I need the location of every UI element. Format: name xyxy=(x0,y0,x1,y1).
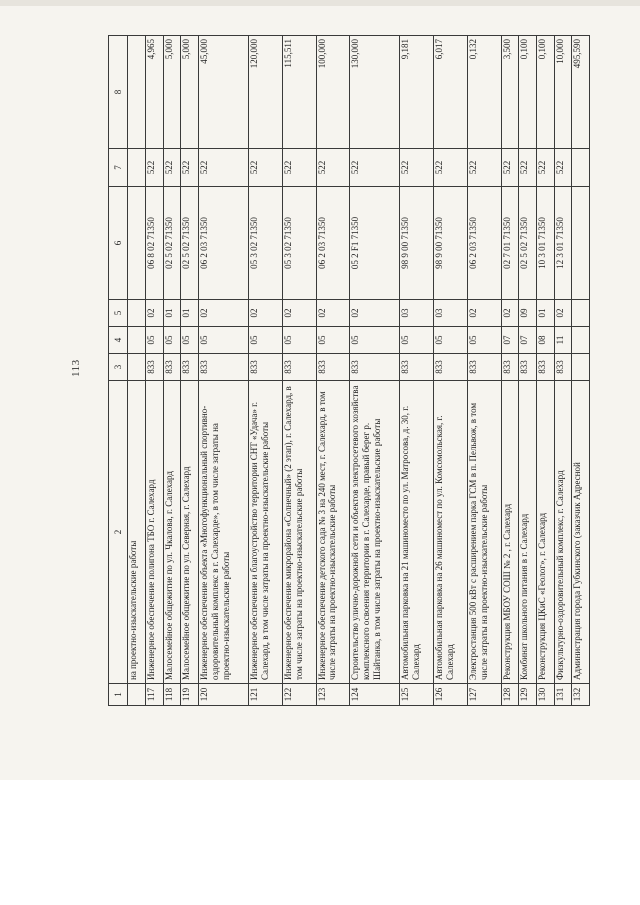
code-expense-type-cell xyxy=(128,149,146,187)
table-row xyxy=(282,36,316,706)
code-subsection-cell: 03 xyxy=(434,300,468,327)
code-subsection-cell: 01 xyxy=(536,300,554,327)
item-name-cell: Малосемейное общежитие по ул. Чкалова, г. Салехард xyxy=(163,381,181,684)
code-subsection-cell: 03 xyxy=(400,300,434,327)
code-grbs-cell: 833 xyxy=(146,354,164,381)
code-grbs-cell xyxy=(128,354,146,381)
code-target-item-cell xyxy=(572,187,590,300)
code-target-item-cell: 06 2 03 71350 xyxy=(467,187,501,300)
code-subsection-cell xyxy=(572,300,590,327)
code-expense-type-cell: 522 xyxy=(248,149,282,187)
table-row xyxy=(350,36,400,706)
item-name-cell: Администрация города Губкинского (заказчик Адресной xyxy=(572,381,590,684)
code-grbs-cell: 833 xyxy=(501,354,519,381)
row-number-cell: 130 xyxy=(536,684,554,706)
code-subsection-cell: 02 xyxy=(282,300,316,327)
header-row xyxy=(109,36,128,706)
table-row xyxy=(467,36,501,706)
code-grbs-cell: 833 xyxy=(434,354,468,381)
code-subsection-cell: 02 xyxy=(316,300,350,327)
item-name-cell: Инженерное обеспечение микрорайона «Солнечный» (2 этап), г. Салехард, в том числе затраты на проектно-изыскательские работы xyxy=(282,381,316,684)
code-section-cell: 05 xyxy=(400,327,434,354)
code-expense-type-cell: 522 xyxy=(163,149,181,187)
amount-cell: 4,965 xyxy=(146,36,164,149)
table-row xyxy=(501,36,519,706)
code-target-item-cell: 10 3 01 71350 xyxy=(536,187,554,300)
amount-cell: 130,000 xyxy=(350,36,400,149)
code-grbs-cell: 833 xyxy=(248,354,282,381)
code-grbs-cell: 833 xyxy=(199,354,249,381)
code-subsection-cell: 02 xyxy=(501,300,519,327)
code-target-item-cell: 02 5 02 71350 xyxy=(519,187,537,300)
scan-edge xyxy=(0,0,640,6)
row-number-cell xyxy=(128,684,146,706)
code-expense-type-cell: 522 xyxy=(350,149,400,187)
code-target-item-cell: 02 5 02 71350 xyxy=(163,187,181,300)
code-expense-type-cell: 522 xyxy=(536,149,554,187)
code-target-item-cell: 06 2 03 71350 xyxy=(199,187,249,300)
code-target-item-cell: 06 8 02 71350 xyxy=(146,187,164,300)
item-name-cell: Инженерное обеспечение детского сада № 3 на 240 мест, г. Салехард, в том числе затраты на проектно-изыскательские работы xyxy=(316,381,350,684)
code-grbs-cell: 833 xyxy=(519,354,537,381)
code-grbs-cell: 833 xyxy=(282,354,316,381)
row-number-cell: 127 xyxy=(467,684,501,706)
row-number-cell: 131 xyxy=(554,684,572,706)
code-target-item-cell: 02 7 01 71350 xyxy=(501,187,519,300)
row-number-cell: 126 xyxy=(434,684,468,706)
table-row xyxy=(163,36,181,706)
row-number-cell: 120 xyxy=(199,684,249,706)
code-expense-type-cell: 522 xyxy=(199,149,249,187)
code-expense-type-cell: 522 xyxy=(400,149,434,187)
code-section-cell: 07 xyxy=(501,327,519,354)
row-number-cell: 123 xyxy=(316,684,350,706)
amount-cell: 9,181 xyxy=(400,36,434,149)
code-expense-type-cell: 522 xyxy=(181,149,199,187)
column-header: 8 xyxy=(109,36,128,149)
rotated-table-wrapper xyxy=(108,36,590,706)
code-section-cell: 05 xyxy=(163,327,181,354)
code-section-cell: 05 xyxy=(467,327,501,354)
code-section-cell: 05 xyxy=(350,327,400,354)
amount-cell: 3,500 xyxy=(501,36,519,149)
code-subsection-cell xyxy=(128,300,146,327)
table-row xyxy=(434,36,468,706)
column-header: 7 xyxy=(109,149,128,187)
code-expense-type-cell: 522 xyxy=(467,149,501,187)
code-grbs-cell: 833 xyxy=(467,354,501,381)
amount-cell: 100,000 xyxy=(316,36,350,149)
code-section-cell: 05 xyxy=(316,327,350,354)
row-number-cell: 118 xyxy=(163,684,181,706)
column-header: 4 xyxy=(109,327,128,354)
amount-cell: 0,132 xyxy=(467,36,501,149)
code-subsection-cell: 09 xyxy=(519,300,537,327)
table-row xyxy=(248,36,282,706)
item-name-cell: Комбинат школьного питания в г. Салехард xyxy=(519,381,537,684)
row-number-cell: 132 xyxy=(572,684,590,706)
item-name-cell: Реконструкция МБОУ СОШ № 2 , г. Салехард xyxy=(501,381,519,684)
table-row xyxy=(554,36,572,706)
item-name-cell: Малосемейное общежитие по ул. Северная, г. Салехард xyxy=(181,381,199,684)
code-subsection-cell: 02 xyxy=(350,300,400,327)
column-header: 6 xyxy=(109,187,128,300)
code-subsection-cell: 02 xyxy=(199,300,249,327)
amount-cell: 6,017 xyxy=(434,36,468,149)
item-name-cell: Реконструкция ЦКиС «Геолог», г. Салехард xyxy=(536,381,554,684)
code-subsection-cell: 02 xyxy=(554,300,572,327)
code-section-cell: 05 xyxy=(434,327,468,354)
column-header: 1 xyxy=(109,684,128,706)
code-target-item-cell: 05 2 F1 71350 xyxy=(350,187,400,300)
code-target-item-cell: 98 9 00 71350 xyxy=(434,187,468,300)
table-row xyxy=(400,36,434,706)
code-expense-type-cell: 522 xyxy=(282,149,316,187)
code-section-cell: 07 xyxy=(519,327,537,354)
code-section-cell: 05 xyxy=(282,327,316,354)
budget-table xyxy=(108,35,590,706)
table-row xyxy=(572,36,590,706)
column-header: 5 xyxy=(109,300,128,327)
amount-cell: 120,000 xyxy=(248,36,282,149)
row-number-cell: 124 xyxy=(350,684,400,706)
code-subsection-cell: 02 xyxy=(467,300,501,327)
code-subsection-cell: 02 xyxy=(146,300,164,327)
table-row xyxy=(146,36,164,706)
table-row xyxy=(199,36,249,706)
table-row xyxy=(519,36,537,706)
amount-cell: 0,100 xyxy=(519,36,537,149)
page-number: 113 xyxy=(70,359,82,377)
code-section-cell: 05 xyxy=(248,327,282,354)
code-subsection-cell: 01 xyxy=(181,300,199,327)
item-name-cell: Автомобильная парковка на 21 машиноместо по ул. Матросова, д. 30, г. Салехард xyxy=(400,381,434,684)
item-name-cell: на проектно-изыскательские работы xyxy=(128,381,146,684)
code-grbs-cell: 833 xyxy=(400,354,434,381)
code-grbs-cell: 833 xyxy=(350,354,400,381)
item-name-cell: Физкультурно-оздоровительный комплекс, г. Салехард xyxy=(554,381,572,684)
code-expense-type-cell: 522 xyxy=(519,149,537,187)
page-margin xyxy=(0,780,640,905)
amount-cell: 115,511 xyxy=(282,36,316,149)
row-number-cell: 128 xyxy=(501,684,519,706)
code-expense-type-cell xyxy=(572,149,590,187)
row-number-cell: 121 xyxy=(248,684,282,706)
column-header: 3 xyxy=(109,354,128,381)
code-grbs-cell: 833 xyxy=(554,354,572,381)
code-section-cell: 05 xyxy=(181,327,199,354)
item-name-cell: Электростанция 500 кВт с расширением парка ГСМ в п. Пельвож, в том числе затраты на проектно-изыскательские работы xyxy=(467,381,501,684)
amount-cell: 5,000 xyxy=(181,36,199,149)
code-section-cell: 08 xyxy=(536,327,554,354)
code-subsection-cell: 02 xyxy=(248,300,282,327)
code-subsection-cell: 01 xyxy=(163,300,181,327)
code-section-cell: 11 xyxy=(554,327,572,354)
code-target-item-cell: 05 3 02 71350 xyxy=(248,187,282,300)
code-expense-type-cell: 522 xyxy=(434,149,468,187)
code-target-item-cell xyxy=(128,187,146,300)
code-target-item-cell: 06 2 03 71350 xyxy=(316,187,350,300)
code-target-item-cell: 98 9 00 71350 xyxy=(400,187,434,300)
item-name-cell: Инженерное обеспечение и благоустройство территории СНТ «Удача» г. Салехард, в том числе затраты на проектно-изыскательские работы xyxy=(248,381,282,684)
code-section-cell: 05 xyxy=(146,327,164,354)
row-number-cell: 122 xyxy=(282,684,316,706)
row-number-cell: 125 xyxy=(400,684,434,706)
code-expense-type-cell: 522 xyxy=(501,149,519,187)
item-name-cell: Инженерное обеспечение полигона ТБО г. Салехард xyxy=(146,381,164,684)
table-row xyxy=(536,36,554,706)
item-name-cell: Строительство улично-дорожной сети и объектов электросетевого хозяйства комплексного освоения территории в г. Салехарде, правый берег р. Шайтанка, в том числе затраты на проектно-изыскательские работы xyxy=(350,381,400,684)
amount-cell: 495,590 xyxy=(572,36,590,149)
code-target-item-cell: 02 5 02 71350 xyxy=(181,187,199,300)
code-grbs-cell: 833 xyxy=(536,354,554,381)
row-number-cell: 119 xyxy=(181,684,199,706)
code-expense-type-cell: 522 xyxy=(554,149,572,187)
code-section-cell xyxy=(572,327,590,354)
amount-cell: 45,000 xyxy=(199,36,249,149)
amount-cell: 0,100 xyxy=(536,36,554,149)
column-header: 2 xyxy=(109,381,128,684)
code-target-item-cell: 12 3 01 71350 xyxy=(554,187,572,300)
table-row xyxy=(128,36,146,706)
code-grbs-cell xyxy=(572,354,590,381)
code-section-cell xyxy=(128,327,146,354)
code-grbs-cell: 833 xyxy=(163,354,181,381)
item-name-cell: Инженерное обеспечение объекта «Многофункциональный спортивно-оздоровительный комплекс в г. Салехарде», в том числе затраты на проектно-изыскательские работы xyxy=(199,381,249,684)
amount-cell: 10,000 xyxy=(554,36,572,149)
code-grbs-cell: 833 xyxy=(316,354,350,381)
row-number-cell: 117 xyxy=(146,684,164,706)
table-body xyxy=(128,36,590,706)
code-grbs-cell: 833 xyxy=(181,354,199,381)
code-section-cell: 05 xyxy=(199,327,249,354)
table-row xyxy=(316,36,350,706)
amount-cell: 5,000 xyxy=(163,36,181,149)
code-target-item-cell: 05 3 02 71350 xyxy=(282,187,316,300)
amount-cell xyxy=(128,36,146,149)
table-row xyxy=(181,36,199,706)
code-expense-type-cell: 522 xyxy=(316,149,350,187)
row-number-cell: 129 xyxy=(519,684,537,706)
code-expense-type-cell: 522 xyxy=(146,149,164,187)
item-name-cell: Автомобильная парковка на 26 машиномест по ул. Комсомольская, г. Салехард xyxy=(434,381,468,684)
